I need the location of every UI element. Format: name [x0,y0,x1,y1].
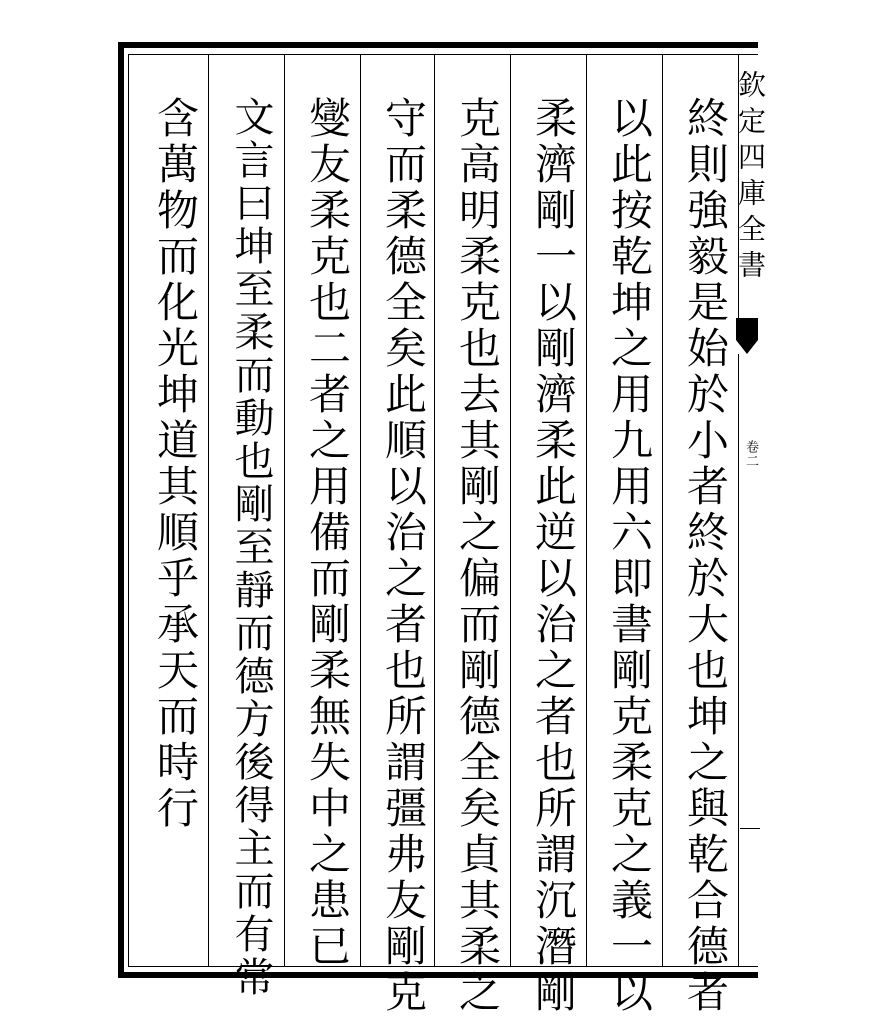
column-divider [586,54,587,966]
column-divider [662,54,663,966]
column-divider [284,54,285,966]
text-column-2: 以此按乾坤之用九用六即書剛克柔克之義一以 [605,96,654,1016]
margin-tick [740,828,760,829]
text-column-5: 守而柔德全矣此順以治之者也所謂彊弗友剛克 [379,96,428,1016]
inner-border-left [128,54,129,966]
text-column-8: 含萬物而化光坤道其順乎承天而時行 [151,96,200,832]
column-divider [510,54,511,966]
column-divider [360,54,361,966]
column-divider [208,54,209,966]
fishtail-notch [736,340,758,354]
column-divider [434,54,435,966]
text-column-3: 柔濟剛一以剛濟柔此逆以治之者也所謂沉潛剛 [529,96,578,1016]
text-column-6: 燮友柔克也二者之用備而剛柔無失中之患已 [303,96,352,970]
inner-border-bottom [128,966,758,967]
text-column-4: 克高明柔克也去其剛之偏而剛德全矣貞其柔之 [453,96,502,1016]
margin-book-title: 欽定四庫全書 [734,70,767,286]
text-column-7: 文言曰坤至柔而動也剛至靜而德方後得主而有常 [228,96,274,999]
margin-juan-label: 卷二 [743,440,758,468]
inner-border-top [128,54,758,55]
text-column-1: 終則強毅是始於小者終於大也坤之與乾合德者 [681,96,730,1016]
